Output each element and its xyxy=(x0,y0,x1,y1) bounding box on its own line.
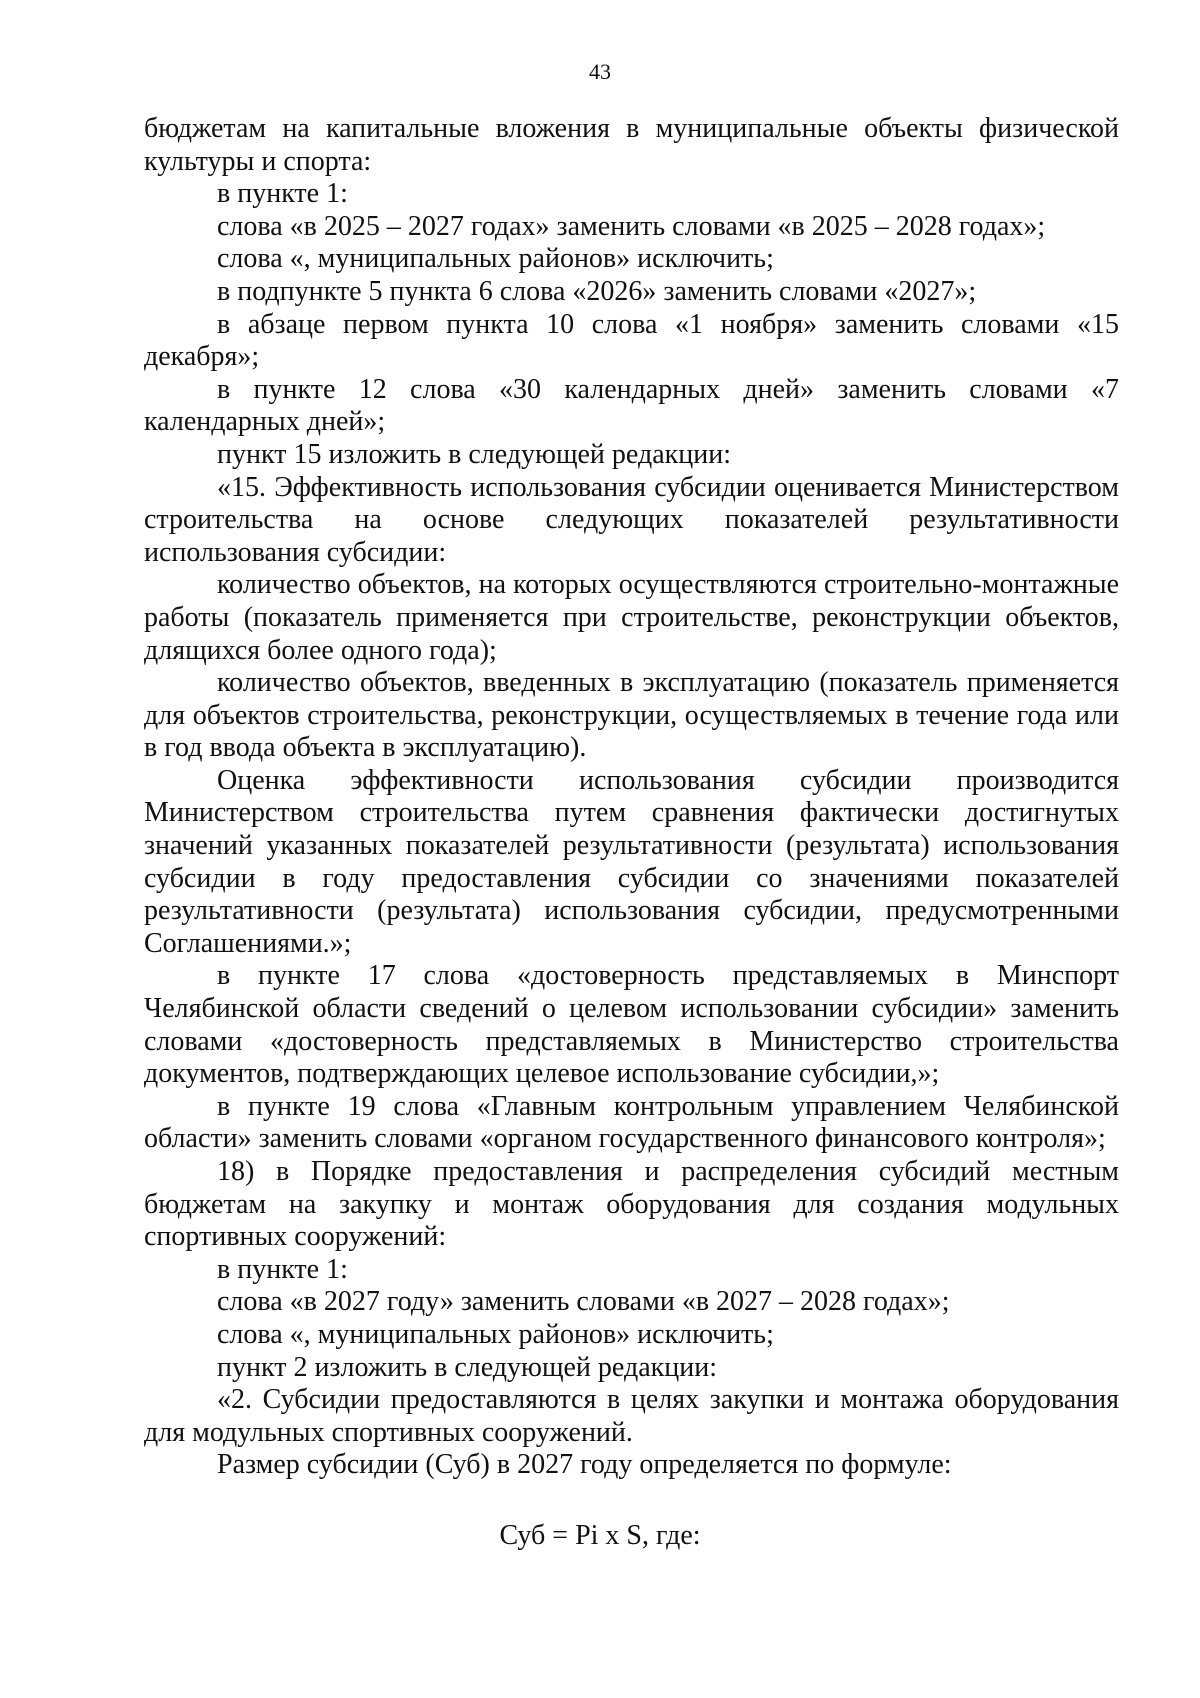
paragraph: количество объектов, введенных в эксплуатацию (показатель применяется для объектов строительства, реконструкции, осуществляемых в течение года или в год ввода объекта в эксплуатацию). xyxy=(144,667,1119,764)
paragraph: количество объектов, на которых осуществляются строительно-монтажные работы (показатель применяется при строительстве, реконструкции объектов, длящихся более одного года); xyxy=(144,569,1119,666)
paragraph: «15. Эффективность использования субсидии оценивается Министерством строительства на основе следующих показателей результативности использования субсидии: xyxy=(144,471,1119,568)
paragraph: в пункте 19 слова «Главным контрольным управлением Челябинской области» заменить словами «органом государственного финансового контроля»; xyxy=(144,1090,1119,1155)
paragraph: слова «в 2027 году» заменить словами «в 2027 – 2028 годах»; xyxy=(217,1286,950,1318)
paragraph: пункт 2 изложить в следующей редакции: xyxy=(217,1351,717,1383)
paragraph: в абзаце первом пункта 10 слова «1 ноября» заменить словами «15 декабря»; xyxy=(144,308,1119,373)
formula: Суб = Pi x S, где: xyxy=(499,1520,701,1551)
paragraph: «2. Субсидии предоставляются в целях закупки и монтажа оборудования для модульных спортивных сооружений. xyxy=(144,1384,1119,1448)
paragraph: пункт 15 изложить в следующей редакции: xyxy=(217,438,731,470)
paragraph: слова «, муниципальных районов» исключить; xyxy=(217,243,774,275)
paragraph: 18) в Порядке предоставления и распределения субсидий местным бюджетам на закупку и монтаж оборудования для создания модульных спортивных сооружений: xyxy=(144,1156,1119,1253)
paragraph-continuation: бюджетам на капитальные вложения в муниципальные объекты физической культуры и спорта: xyxy=(144,113,1119,177)
document-body xyxy=(144,113,1119,1482)
paragraph: слова «, муниципальных районов» исключить; xyxy=(217,1318,774,1350)
paragraph: в пункте 1: xyxy=(217,1253,348,1285)
page-number: 43 xyxy=(589,59,611,84)
paragraph: в подпункте 5 пункта 6 слова «2026» заменить словами «2027»; xyxy=(217,275,977,307)
paragraph: в пункте 1: xyxy=(217,178,348,210)
paragraph: в пункте 12 слова «30 календарных дней» заменить словами «7 календарных дней»; xyxy=(144,373,1119,438)
paragraph: Размер субсидии (Суб) в 2027 году определяется по формуле: xyxy=(217,1449,952,1481)
paragraph: слова «в 2025 – 2027 годах» заменить словами «в 2025 – 2028 годах»; xyxy=(217,210,1046,242)
paragraph: Оценка эффективности использования субсидии производится Министерством строительства путем сравнения фактически достигнутых значений указанных показателей результативности (результата) использования субсидии в году предоставления субсидии со значениями показателей результативности (результата) использования субсидии, предусмотренными Соглашениями.»; xyxy=(144,764,1119,959)
paragraph: в пункте 17 слова «достоверность представляемых в Минспорт Челябинской области сведений о целевом использовании субсидии» заменить словами «достоверность представляемых в Министерство строительства документов, подтверждающих целевое использование субсидии,»; xyxy=(144,960,1119,1090)
